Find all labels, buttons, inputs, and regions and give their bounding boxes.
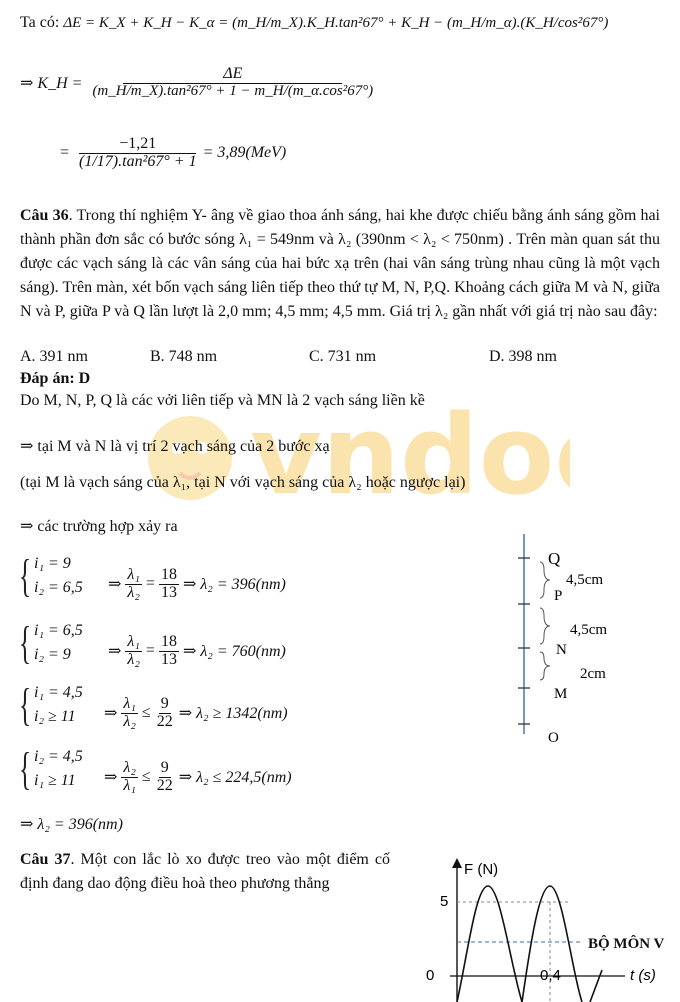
label-q: Q [548,549,561,568]
case-3-bottom: i₂ ≥ 11 [34,708,76,725]
fringe-diagram [500,530,660,750]
final-result: ⇒ λ₂ = 396(nm) [20,816,123,833]
case-4-bottom: i₁ ≥ 11 [34,772,76,789]
label-o: O [548,730,559,746]
solution-line-1: Do M, N, P, Q là các vởi liên tiếp và MN là 2 vạch sáng liền kề [20,392,425,409]
case-3-top: i₁ = 4,5 [34,684,83,701]
question-36-text: . Trong thí nghiệm Y- âng về giao thoa ánh sáng, hai khe được chiếu bằng ánh sáng gồm hai thành phần đơn sắc có bước sóng λ₁ = 549nm và λ₂ (390nm < λ₂ < 750nm) . Trên màn quan sát thu được các vạch sáng là các vân sáng của hai bức xạ trên (hai vân sáng trùng nhau cũng là một vạch sáng). Trên màn, xét bốn vạch sáng liên tiếp theo thứ tự M, N, P,Q. Khoảng cách giữa M và N, giữa N và P, giữa P và Q lần lượt là 2,0 mm; 4,5 mm; 4,5 mm. Giá trị λ₂ gần nhất với giá trị nào sau đây: [20,207,660,320]
option-d: D. 398 nm [489,348,557,365]
graph-curve [457,886,602,1002]
equation-kh-value-numerator: −1,21 [79,136,196,154]
case-1-top: i₁ = 9 [34,555,71,572]
force-graph [410,852,680,1002]
question-37-label: Câu 37 [20,851,71,868]
graph-x-label: t (s) [630,967,656,984]
question-37-text: . Một con lắc lò xo được treo vào một điểm cố định đang dao động điều hoà theo phương thẳng [20,851,391,892]
gap-pn: 4,5cm [570,622,608,638]
footer-label: BỘ MÔN V [588,936,665,952]
graph-y-tick: 5 [440,893,449,910]
graph-x-tick: 0,4 [540,967,561,984]
graph-y-label: F (N) [464,861,499,878]
answer-label: Đáp án: D [20,370,91,387]
brace-pn [540,608,550,644]
gap-qp: 4,5cm [566,572,604,588]
case-2-result: ⇒ λ₂ = 760(nm) [182,643,286,661]
option-b: B. 748 nm [150,348,218,365]
label-p: P [554,588,563,604]
equation-kh-value: = $\frac{-1,21}{\text{(1/17).tan²67° + 1}}$ = 3,89(MeV) [60,135,287,170]
graph-y-arrow-icon [452,858,462,868]
case-2-bottom: i₂ = 9 [34,646,71,663]
case-4-relation: ≤ [141,768,151,786]
equation-intro: Ta có: [20,14,60,31]
equation-kh [20,66,375,100]
case-2-top: i₁ = 6,5 [34,622,83,639]
question-36 [20,204,660,324]
equation-kh-numerator: ΔE [123,66,342,84]
case-1-bottom: i₂ = 6,5 [34,579,83,596]
label-n: N [556,642,567,658]
label-m: M [554,686,568,702]
watermark-text: vndo [250,391,555,518]
question-37 [20,848,390,896]
case-3-result: ⇒ λ₂ ≥ 1342(nm) [178,705,288,723]
case-4-top: i₂ = 4,5 [34,748,83,765]
gap-nm: 2cm [580,666,606,682]
solution-line-4: ⇒ các trường hợp xảy ra [20,518,178,535]
equation-kh-result: = 3,89(MeV) [202,144,287,162]
option-a: A. 391 nm [20,348,88,365]
equation-kh-lhs: ⇒ K_H = [20,74,83,92]
equation-energy-text: ΔE = K_X + K_H − K_α = (m_H/m_X).K_H.tan²67° + K_H − (m_H/m_α).(K_H/cos²67°) [63,15,609,31]
option-c: C. 731 nm [309,348,377,365]
case-4-result: ⇒ λ₂ ≤ 224,5(nm) [178,769,292,787]
solution-line-3: (tại M là vạch sáng của λ₁, tại N với vạch sáng của λ₂ hoặc ngược lại) [20,474,466,491]
case-1-relation: = [145,575,155,593]
equation-kh-value-denominator: (1/17).tan²67° + 1 [79,152,197,170]
brace-nm [540,652,550,680]
equation-kh-denominator: (m_H/m_X).tan²67° + 1 − m_H/(m_α.cos²67°) [92,82,374,99]
case-1-result: ⇒ λ₂ = 396(nm) [182,576,286,594]
solution-line-2: ⇒ tại M và N là vị trí 2 vạch sáng của 2 bước xạ [20,438,330,455]
equation-energy [20,14,608,32]
graph-origin: 0 [426,967,435,984]
question-36-label: Câu 36 [20,207,69,224]
case-3-relation: ≤ [141,704,151,722]
case-2-relation: = [145,642,155,660]
